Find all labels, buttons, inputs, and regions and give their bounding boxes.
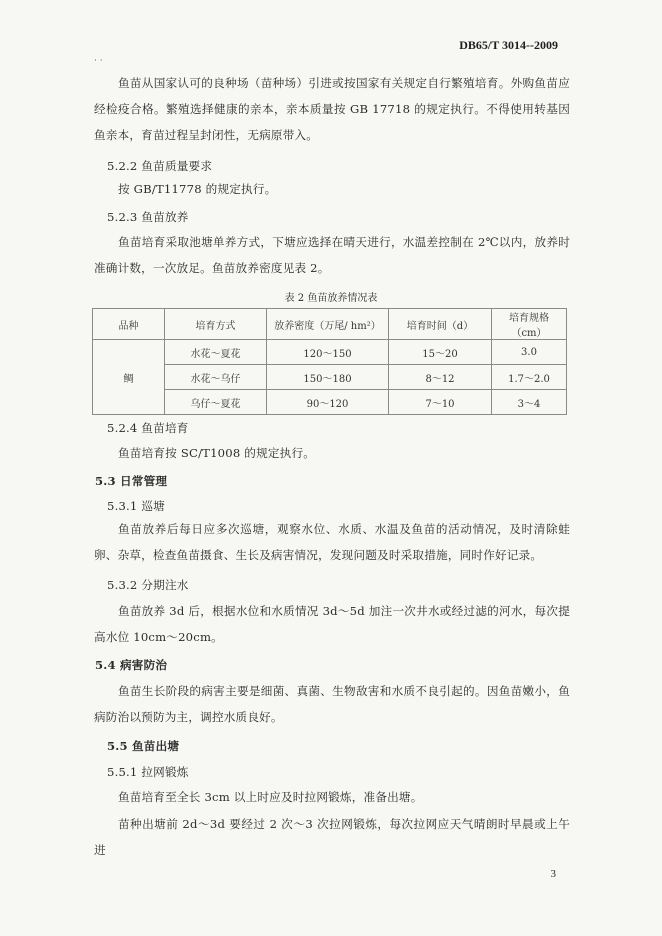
paragraph-5-2-2: 按 GB/T11778 的规定执行。: [118, 182, 277, 196]
table-caption: 表 2 鱼苗放养情况表: [284, 293, 378, 304]
table-row: [93, 390, 567, 415]
table-row: [93, 365, 567, 390]
heading-5-3-1: 5.3.1 巡塘: [107, 499, 165, 513]
heading-5-5: 5.5 鱼苗出塘: [107, 739, 180, 753]
paragraph-5-3-2: 鱼苗放养 3d 后，根据水位和水质情况 3d～5d 加注一次井水或经过滤的河水，每次提高水位 10cm～20cm。: [94, 604, 570, 644]
cell-method: 水花～乌仔: [165, 365, 267, 390]
paragraph-5-5-1-a: 鱼苗培育至全长 3cm 以上时应及时拉网锻炼，准备出塘。: [118, 790, 423, 804]
heading-5-3-2: 5.3.2 分期注水: [107, 578, 189, 592]
paragraph-5-5-1-b: 苗种出塘前 2d～3d 要经过 2 次～3 次拉网锻炼，每次拉网应天气晴朗时早晨或上午进: [94, 817, 570, 857]
cell-density: 150～180: [267, 365, 389, 390]
cell-density: 90～120: [267, 390, 389, 415]
heading-5-2-2: 5.2.2 鱼苗质量要求: [107, 159, 213, 173]
heading-5-3: 5.3 日常管理: [95, 474, 168, 488]
paragraph-5-2-4: 鱼苗培育按 SC/T1008 的规定执行。: [118, 446, 316, 460]
stocking-table: [92, 308, 567, 415]
header-density: 放养密度（万尾/ hm²）: [267, 309, 389, 340]
paragraph-fry-source: 鱼苗从国家认可的良种场（苗种场）引进或按国家有关规定自行繁殖培育。外购鱼苗应经检疫合格。繁殖选择健康的亲本，亲本质量按 GB 17718 的规定执行。不得使用转基因鱼亲本，育苗过程呈封闭性，无病原带入。: [94, 76, 570, 142]
cell-size: 3～4: [492, 390, 567, 415]
cell-density: 120～150: [267, 340, 389, 365]
heading-5-2-4: 5.2.4 鱼苗培育: [107, 421, 189, 435]
heading-5-4: 5.4 病害防治: [95, 658, 168, 672]
paragraph-5-3-1: 鱼苗放养后每日应多次巡塘，观察水位、水质、水温及鱼苗的活动情况，及时清除蛙卵、杂草，检查鱼苗摄食、生长及病害情况，发现问题及时采取措施，同时作好记录。: [94, 522, 570, 562]
header-method: 培育方式: [165, 309, 267, 340]
cell-size: 1.7～2.0: [492, 365, 567, 390]
paragraph-5-2-3: 鱼苗培育采取池塘单养方式，下塘应选择在晴天进行，水温差控制在 2℃以内，放养时准确计数，一次放足。鱼苗放养密度见表 2。: [94, 235, 570, 275]
header-size: 培育规格（cm）: [492, 309, 567, 340]
cell-time: 7～10: [389, 390, 492, 415]
paragraph-5-4: 鱼苗生长阶段的病害主要是细菌、真菌、生物敌害和水质不良引起的。因鱼苗嫩小，鱼病防治以预防为主，调控水质良好。: [94, 684, 570, 724]
heading-5-5-1: 5.5.1 拉网锻炼: [107, 765, 189, 779]
cell-time: 8～12: [389, 365, 492, 390]
header-species: 品种: [93, 309, 165, 340]
table-header-row: [93, 309, 567, 340]
heading-5-2-3: 5.2.3 鱼苗放养: [107, 210, 189, 224]
cell-method: 乌仔～夏花: [165, 390, 267, 415]
header-time: 培育时间（d）: [389, 309, 492, 340]
scan-speck: · ·: [94, 56, 103, 66]
table-row: [93, 340, 567, 365]
cell-size: 3.0: [492, 340, 567, 365]
page-number: 3: [550, 868, 556, 880]
cell-time: 15～20: [389, 340, 492, 365]
document-code: DB65/T 3014--2009: [459, 38, 558, 52]
cell-method: 水花～夏花: [165, 340, 267, 365]
cell-species: 鲷: [93, 340, 165, 415]
